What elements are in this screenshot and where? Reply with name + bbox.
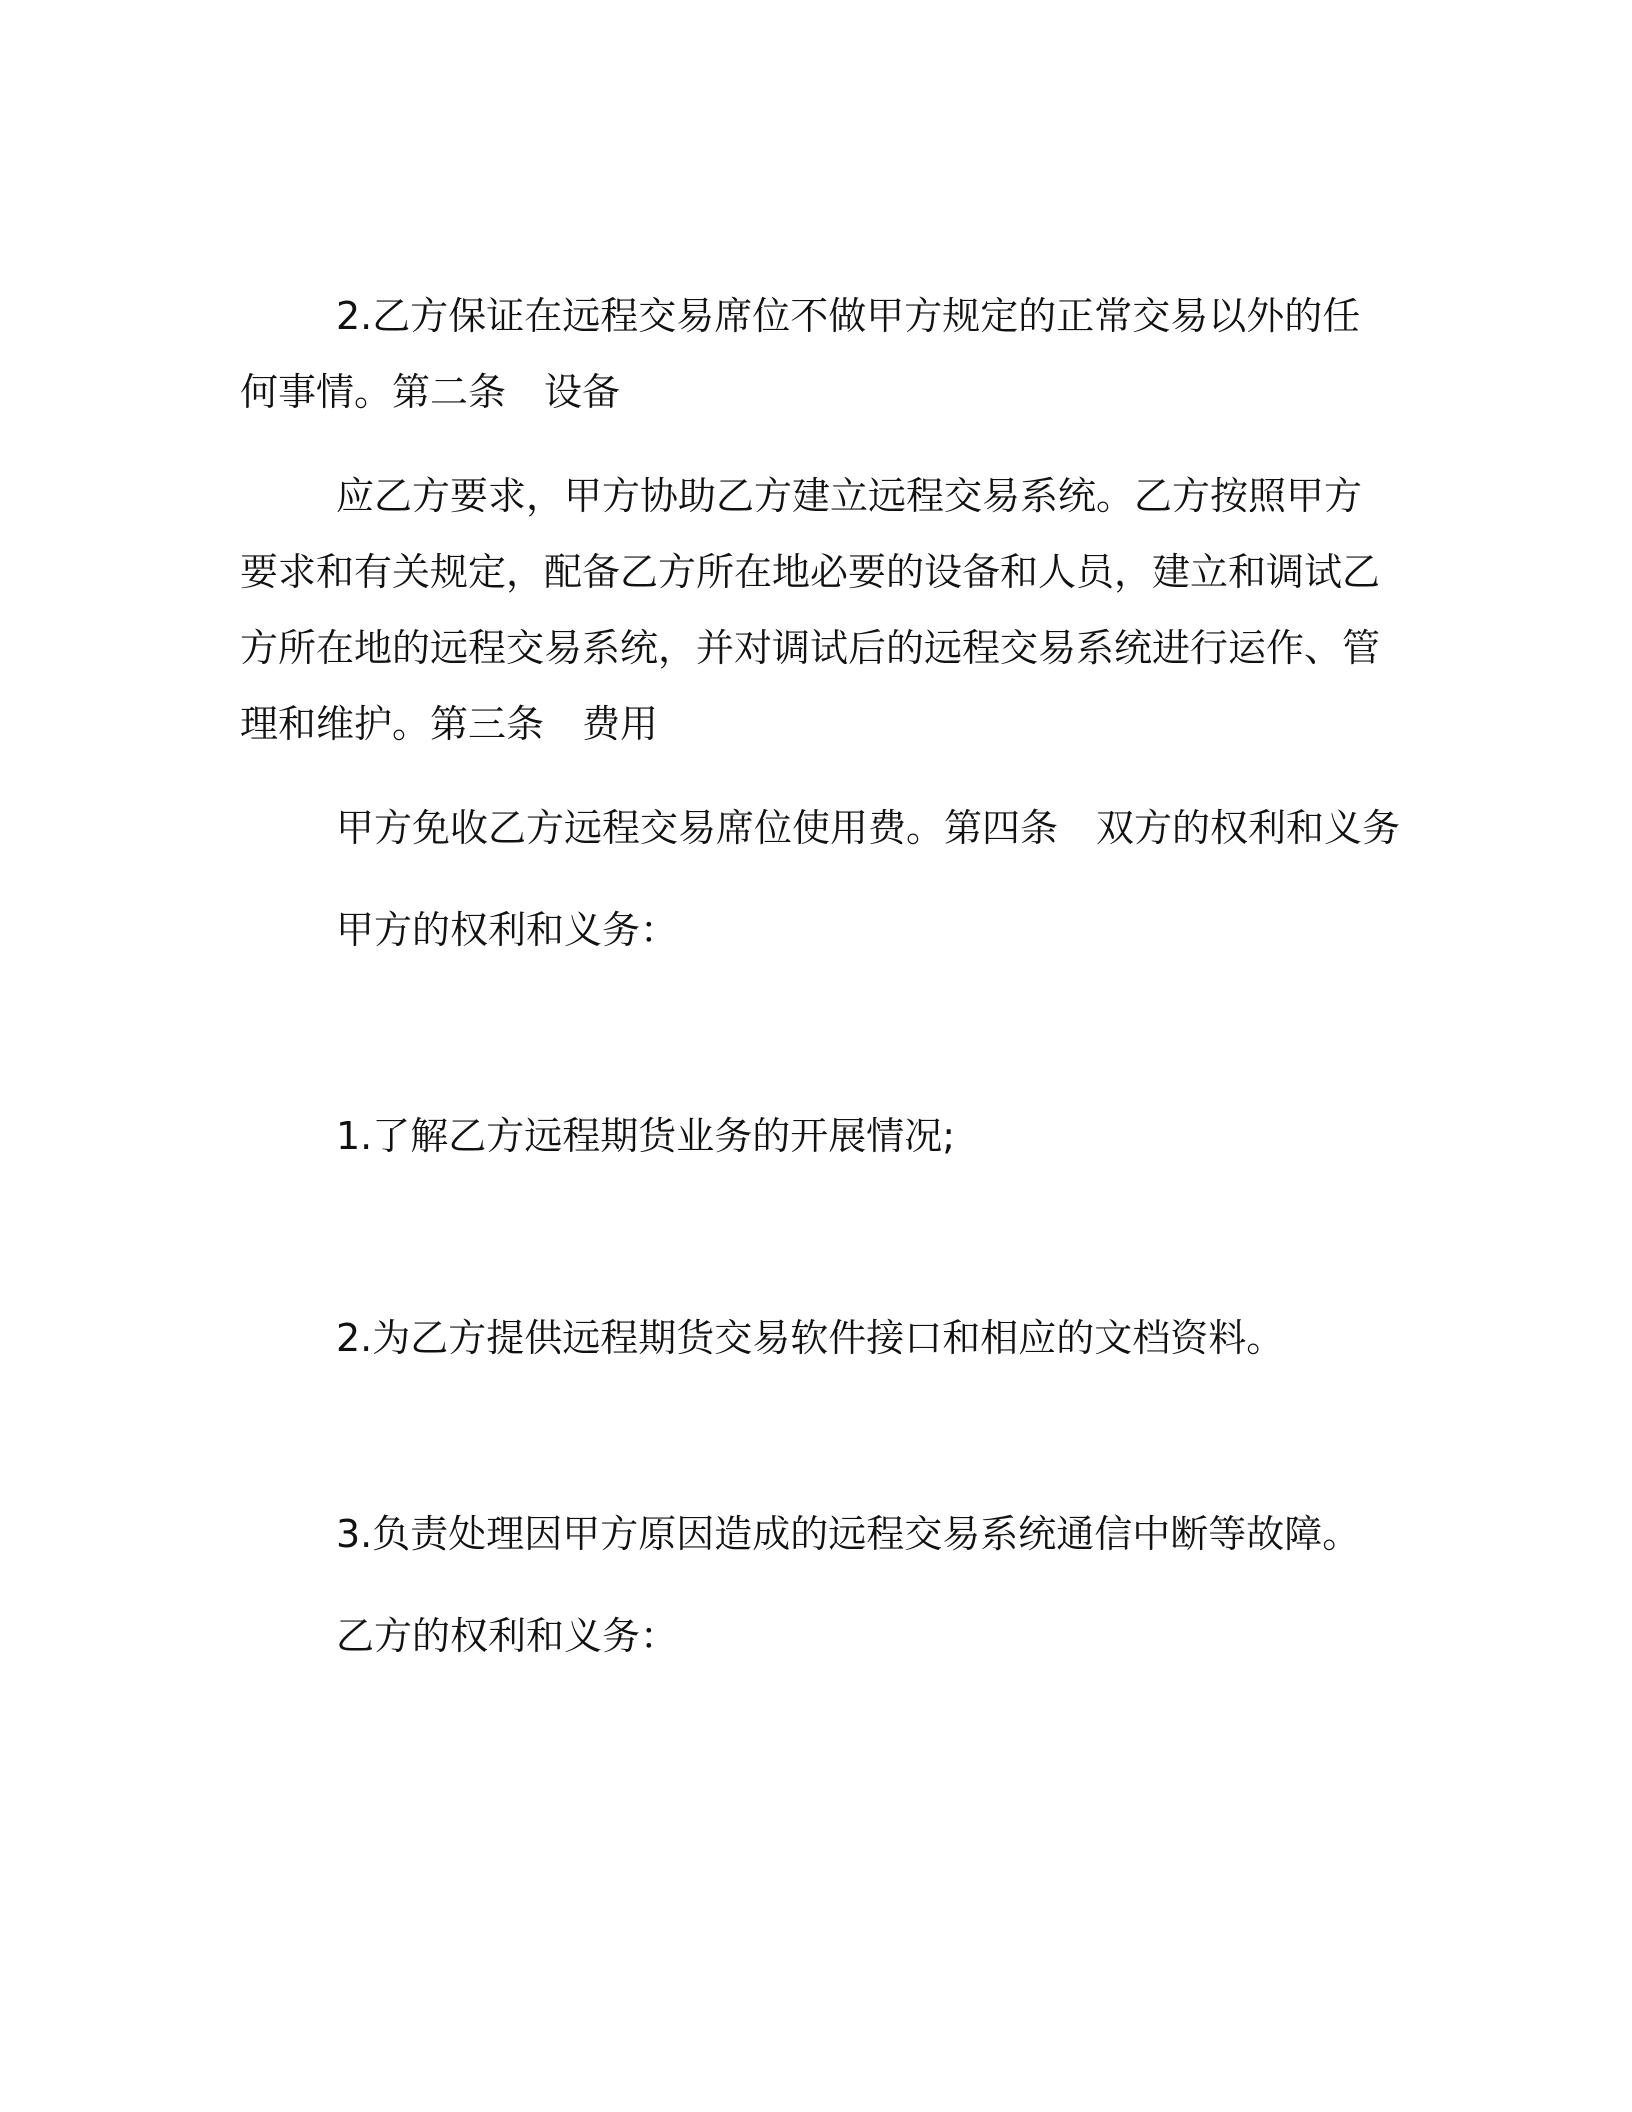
paragraph-party-a-item-1: 1.了解乙方远程期货业务的开展情况; [336, 1114, 956, 1158]
paragraph-party-a-item-2: 2.为乙方提供远程期货交易软件接口和相应的文档资料。 [336, 1316, 1285, 1360]
paragraph-party-b-rights-heading: 乙方的权利和义务： [336, 1614, 679, 1658]
paragraph-clause-2-equipment: 应乙方要求，甲方协助乙方建立远程交易系统。乙方按照甲方要求和有关规定，配备乙方所在地必要的设备和人员，建立和调试乙方所在地的远程交易系统，并对调试后的远程交易系统进行运作、管理和维护。第三条 费用 [240, 474, 1381, 746]
paragraph-clause-3-fees: 甲方免收乙方远程交易席位使用费。第四条 双方的权利和义务 [336, 806, 1401, 850]
paragraph-clause-1-item-2: 2.乙方保证在远程交易席位不做甲方规定的正常交易以外的任何事情。第二条 设备 [240, 294, 1361, 414]
paragraph-party-a-rights-heading: 甲方的权利和义务： [336, 908, 679, 952]
paragraph-party-a-item-3: 3.负责处理因甲方原因造成的远程交易系统通信中断等故障。 [336, 1512, 1361, 1556]
